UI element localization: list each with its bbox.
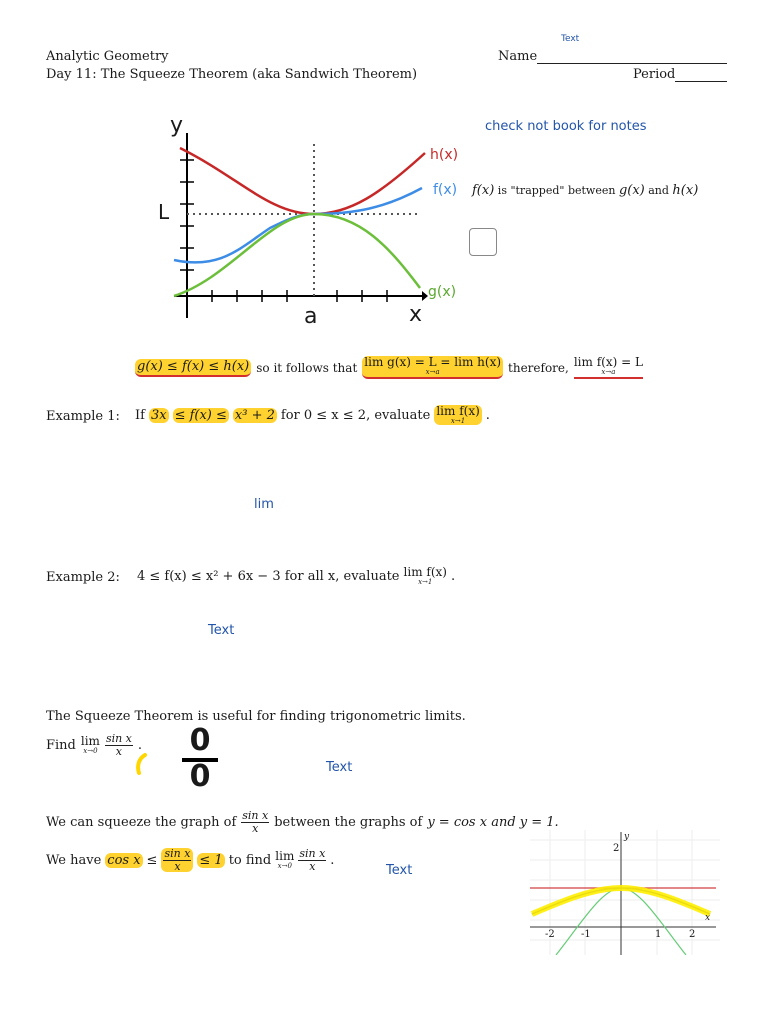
theorem-statement: g(x) ≤ f(x) ≤ h(x) so it follows that lim g(x) = L = lim h(x) x→a therefore, lim f(x) = L x→a (135, 356, 643, 379)
g-label: g(x) (428, 284, 457, 300)
name-label: Name (498, 49, 538, 64)
trig-y-label: y (624, 832, 630, 842)
example2-label: Example 2: (46, 570, 120, 585)
text-annotation-find[interactable]: Text (326, 760, 353, 775)
g-curve (174, 214, 420, 296)
limit-g-h: lim g(x) = L = lim h(x) x→a (362, 356, 503, 379)
x-axis-label: x (409, 302, 423, 327)
example2-statement: 4 ≤ f(x) ≤ x² + 6x − 3 for all x, evaluate lim f(x) x→1 . (137, 565, 456, 586)
lim-annotation[interactable]: lim (254, 497, 274, 512)
name-blank[interactable] (537, 51, 727, 64)
a-label: a (304, 304, 318, 329)
name-field[interactable] (498, 49, 727, 64)
L-label: L (158, 200, 170, 224)
top-text-annotation[interactable]: Text (561, 34, 580, 44)
trig-x-tick-neg2: -2 (545, 929, 555, 940)
trig-x-tick-2: 2 (689, 929, 696, 940)
yellow-mark (134, 752, 148, 776)
trig-x-label: x (705, 913, 711, 923)
trapped-text: f(x) is "trapped" between g(x) and h(x) (472, 183, 699, 198)
have-statement: We have cos x ≤ $\frac{\text{sin x}}{x}$ ≤ 1 to find lim x→0 $\frac{\text{sin x}}{x}$ . (46, 847, 335, 873)
inequality: g(x) ≤ f(x) ≤ h(x) (135, 359, 251, 377)
period-label: Period (633, 67, 676, 82)
text-annotation-ex2[interactable]: Text (208, 623, 235, 638)
trig-intro: The Squeeze Theorem is useful for finding trigonometric limits. (46, 709, 466, 724)
trig-x-tick-1: 1 (655, 929, 662, 940)
example1-statement: If 3x ≤ f(x) ≤ x³ + 2 for 0 ≤ x ≤ 2, evaluate lim f(x) x→1 . (135, 404, 490, 425)
h-label: h(x) (430, 147, 459, 163)
check-notes-annotation[interactable]: check not book for notes (485, 119, 647, 134)
limit-f: lim f(x) = L x→a (574, 356, 643, 379)
period-blank[interactable] (675, 69, 727, 82)
page-title: Day 11: The Squeeze Theorem (aka Sandwich Theorem) (46, 67, 418, 82)
squeeze-statement: We can squeeze the graph of $\frac{\text{sin x}}{x}$ between the graphs of y = cos x and y = 1. (46, 809, 559, 835)
text-annotation-bottom[interactable]: Text (386, 863, 413, 878)
trig-y-tick: 2 (613, 843, 620, 854)
handwritten-zero-over-zero: 0 0 (180, 726, 220, 792)
f-curve (174, 188, 422, 262)
f-label: f(x) (433, 182, 458, 198)
period-field[interactable] (633, 67, 727, 82)
trig-x-tick-neg1: -1 (581, 929, 591, 940)
find-statement: Find lim x→0 $\frac{\text{sin x}}{x}$ . (46, 732, 143, 758)
squeeze-graph (160, 108, 470, 333)
course-title: Analytic Geometry (46, 49, 169, 64)
checkbox[interactable] (469, 228, 497, 256)
y-axis-label: y (170, 113, 184, 138)
example1-label: Example 1: (46, 409, 120, 424)
